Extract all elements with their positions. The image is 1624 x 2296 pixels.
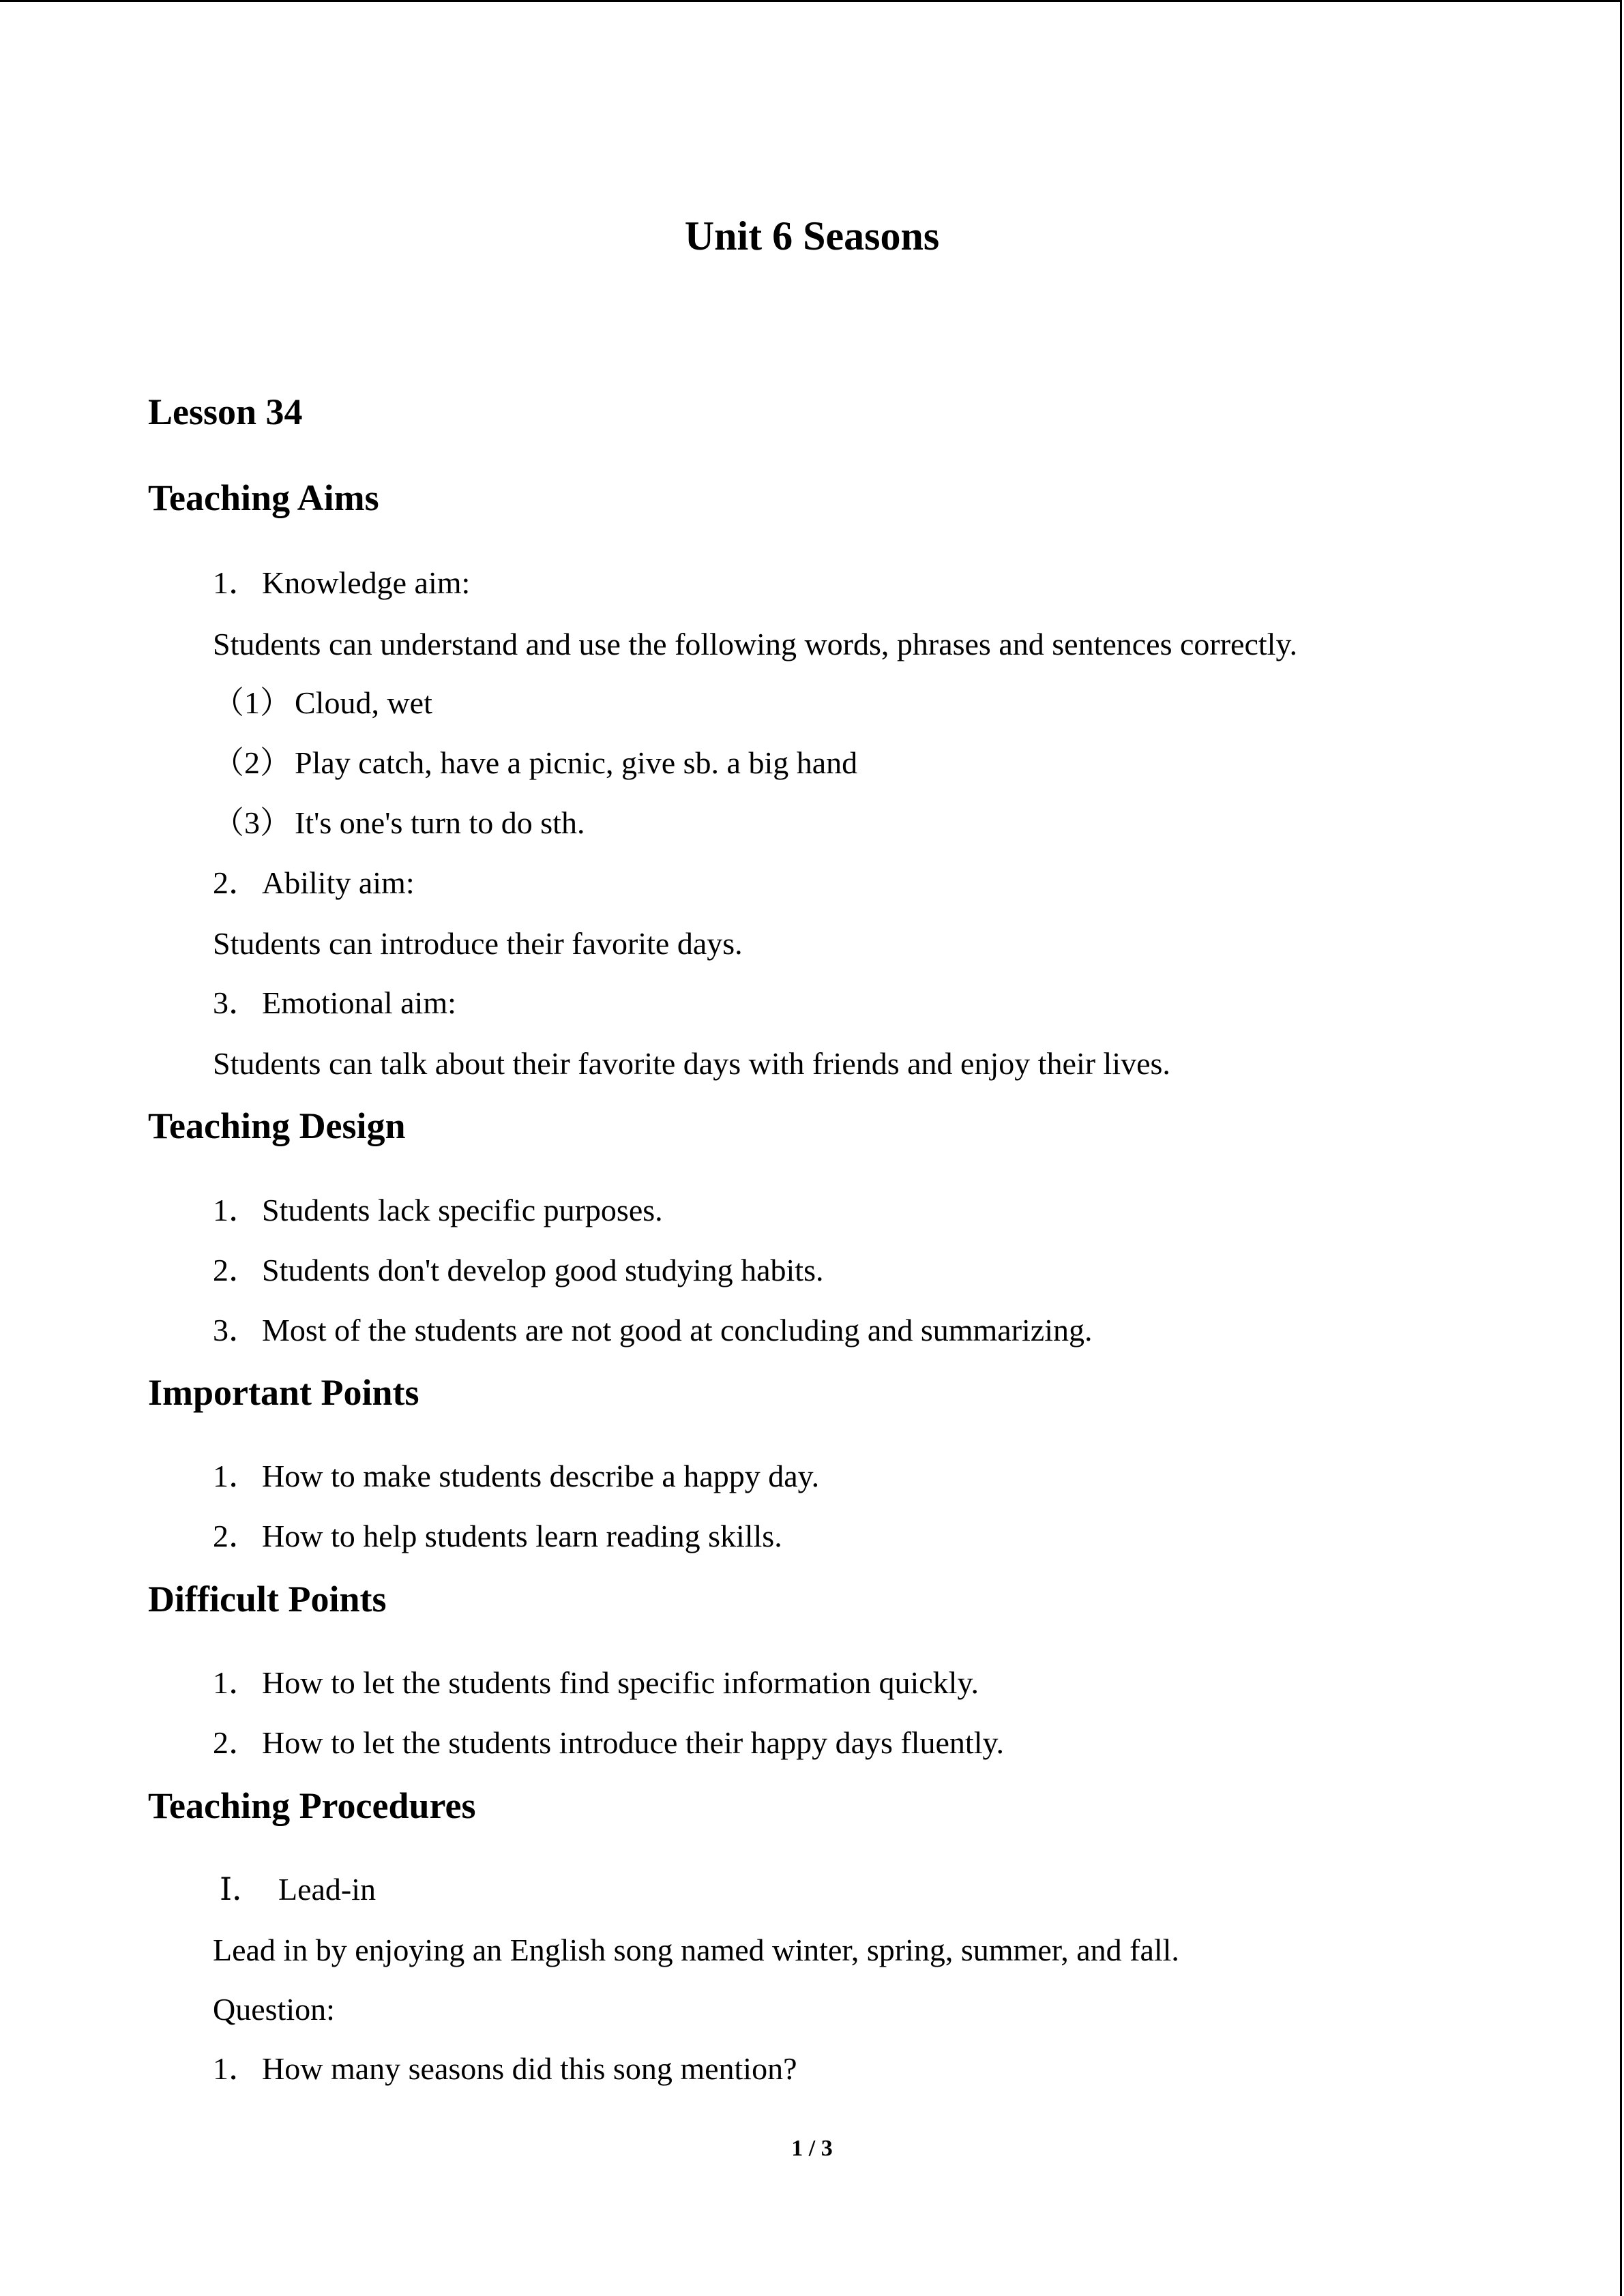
item-number: 2． — [213, 865, 260, 900]
design-item — [213, 1251, 824, 1289]
knowledge-subitem — [213, 744, 857, 781]
item-text: Cloud, wet — [295, 685, 432, 720]
item-text: How to let the students introduce their happy days fluently. — [262, 1725, 1005, 1760]
item-text: Ability aim: — [262, 865, 415, 900]
item-text: Knowledge aim: — [262, 565, 471, 600]
item-number: 1． — [213, 1193, 260, 1227]
page-number: 1 / 3 — [791, 2136, 833, 2161]
question-item — [213, 2050, 797, 2087]
difficult-point-item — [213, 1724, 1004, 1761]
item-number: 2． — [213, 1253, 260, 1287]
knowledge-subitem — [213, 804, 585, 841]
knowledge-aim-description: Students can understand and use the following words, phrases and sentences correctly. — [213, 627, 1297, 661]
item-number: 3． — [213, 985, 260, 1020]
item-text: Students lack specific purposes. — [262, 1193, 663, 1227]
knowledge-aim-item — [213, 564, 470, 601]
item-number: 2． — [213, 1519, 260, 1553]
item-text: How to let the students find specific information quickly. — [262, 1665, 979, 1700]
teaching-design-heading: Teaching Design — [148, 1105, 406, 1146]
item-number: 2． — [213, 1725, 260, 1760]
item-number: 3． — [213, 1313, 260, 1347]
procedure-description: Lead in by enjoying an English song named winter, spring, summer, and fall. — [213, 1933, 1179, 1967]
teaching-procedures-heading: Teaching Procedures — [148, 1785, 476, 1826]
difficult-points-heading: Difficult Points — [148, 1579, 387, 1620]
document-title: Unit 6 Seasons — [684, 213, 940, 258]
item-number: 1． — [213, 1459, 260, 1493]
item-number: （3） — [213, 805, 291, 840]
item-text: Most of the students are not good at concluding and summarizing. — [262, 1313, 1093, 1347]
item-text: Play catch, have a picnic, give sb. a big hand — [295, 745, 858, 780]
lesson-heading: Lesson 34 — [148, 391, 303, 432]
question-label: Question: — [213, 1992, 335, 2027]
emotional-aim-description: Students can talk about their favorite days with friends and enjoy their lives. — [213, 1046, 1170, 1081]
emotional-aim-item — [213, 984, 456, 1022]
difficult-point-item — [213, 1664, 979, 1701]
step-number: Ⅰ． — [220, 1872, 264, 1907]
design-item — [213, 1311, 1093, 1349]
item-number: 1． — [213, 1665, 260, 1700]
item-text: How many seasons did this song mention? — [262, 2051, 797, 2086]
knowledge-subitem — [213, 684, 432, 721]
item-text: How to make students describe a happy day. — [262, 1459, 820, 1493]
important-point-item — [213, 1517, 782, 1555]
item-text: Students don't develop good studying habits. — [262, 1253, 824, 1287]
item-number: （2） — [213, 745, 291, 780]
step-label: Lead-in — [278, 1872, 377, 1907]
important-points-heading: Important Points — [148, 1372, 419, 1413]
item-text: How to help students learn reading skills. — [262, 1519, 782, 1553]
teaching-aims-heading: Teaching Aims — [148, 477, 379, 518]
procedure-step — [213, 1870, 376, 1908]
item-text: It's one's turn to do sth. — [295, 805, 585, 840]
ability-aim-item — [213, 864, 415, 901]
design-item — [213, 1191, 663, 1229]
item-text: Emotional aim: — [262, 985, 456, 1020]
item-number: 1． — [213, 2051, 260, 2086]
item-number: （1） — [213, 685, 291, 720]
ability-aim-description: Students can introduce their favorite days. — [213, 926, 743, 961]
item-number: 1． — [213, 565, 260, 600]
important-point-item — [213, 1457, 819, 1495]
